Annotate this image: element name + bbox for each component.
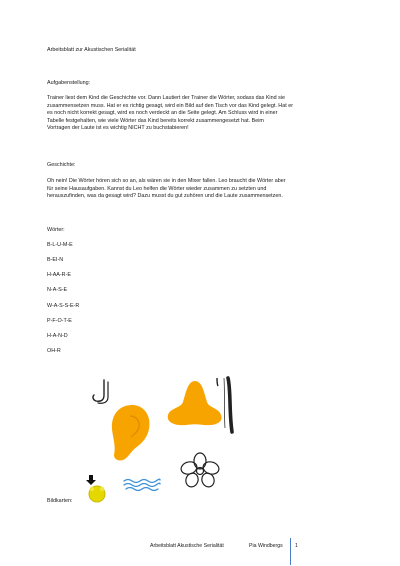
word-item: B-EI-N <box>47 257 64 263</box>
word-item: N-A-S-E <box>47 287 68 293</box>
words-heading: Wörter: <box>47 227 65 233</box>
picture-cards-label: Bildkarten: <box>47 498 73 504</box>
paw-icon <box>85 473 109 505</box>
ear-icon <box>108 403 154 463</box>
task-line: Vortragen der Laute ist es wichtig NICHT zu buchstabieren! <box>47 125 189 131</box>
word-item: H-A-N-D <box>47 333 68 339</box>
task-heading: Aufgabenstellung: <box>47 80 91 86</box>
flower-icon <box>180 452 220 489</box>
story-paragraph <box>47 178 359 201</box>
task-line: zusammensetzen muss. Hat er es richtig gesagt, wird ein Bild auf den Tisch vor das Kind gelegt. Hat er <box>47 102 293 109</box>
story-line: für seine Hausaufgaben. Kannst du Leo helfen die Wörter wieder zusammen zu setzten und <box>47 185 267 192</box>
footer-author: Pia Windbergs <box>249 543 283 549</box>
story-heading: Geschichte: <box>47 162 76 168</box>
word-item: OH-R <box>47 348 61 354</box>
story-line: Oh nein! Die Wörter hören sich so an, als wären sie in den Mixer fallen. Leo braucht die Wörter aber <box>47 178 286 184</box>
water-icon <box>122 477 162 491</box>
hair-icon <box>213 376 235 434</box>
page-number: 1 <box>295 543 298 549</box>
word-item: H-AA-R-E <box>47 272 71 278</box>
story-line: herauszufinden, was da gesagt wird? Dazu musst du gut zuhören und die Laute zusammensetzen. <box>47 193 283 199</box>
word-item: P-F-O-T-E <box>47 318 72 324</box>
word-item: B-L-U-M-E <box>47 242 73 248</box>
task-line: es noch nicht korrekt gesagt, wird es noch verdeckt an die Seite gelegt. Am Schluss wird in einer <box>47 110 278 116</box>
word-item: W-A-S-S-E-R <box>47 303 80 309</box>
task-line: Tabelle festgehalten, wie viele Wörter das Kind bereits korrekt zusammengesetzt hat. Beim <box>47 117 264 124</box>
document-title: Arbeitsblatt zur Akustischen Serialität <box>47 47 136 53</box>
task-paragraph <box>47 95 359 133</box>
leg-icon <box>89 379 113 405</box>
footer-title: Arbeitsblatt Akustische Serialität <box>150 543 224 549</box>
task-line: Trainer liest dem Kind die Geschichte vor. Dann Lautiert der Trainer die Wörter, sodass das Kind sie <box>47 95 285 101</box>
footer-divider <box>290 538 291 565</box>
